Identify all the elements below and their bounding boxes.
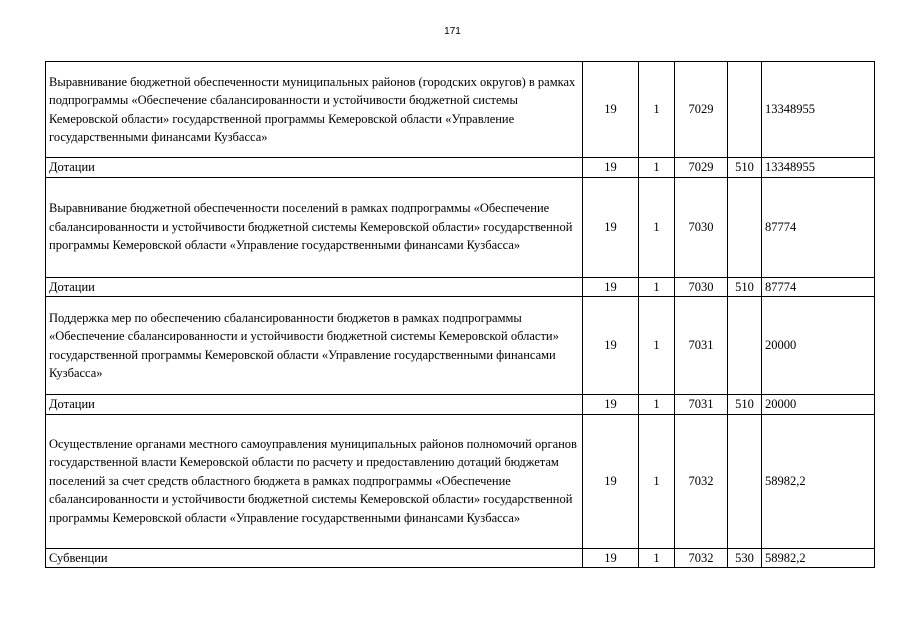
- cell-chapter: 19: [583, 158, 639, 178]
- row-description: Поддержка мер по обеспечению сбалансированности бюджетов в рамках подпрограммы «Обеспечение сбалансированности и устойчивости бюджетной системы Кемеровской области» государственной программы Кемеровской области «Управление государственными финансами Кузбасса»: [46, 297, 583, 395]
- cell-target-code: 7030: [675, 277, 728, 297]
- table-row: [46, 414, 875, 548]
- table-row: [46, 395, 875, 415]
- cell-expense-type: 530: [728, 548, 762, 568]
- cell-expense-type: [728, 62, 762, 158]
- row-description: Дотации: [46, 158, 583, 178]
- cell-target-code: 7032: [675, 548, 728, 568]
- cell-subprogram: 1: [639, 177, 675, 277]
- cell-amount: 20000: [762, 297, 875, 395]
- cell-amount: 58982,2: [762, 414, 875, 548]
- budget-table: [45, 61, 875, 568]
- row-description: Выравнивание бюджетной обеспеченности муниципальных районов (городских округов) в рамках подпрограммы «Обеспечение сбалансированности и устойчивости бюджетной системы Кемеровской области» государственной программы Кемеровской области «Управление государственными финансами Кузбасса»: [46, 62, 583, 158]
- cell-amount: 87774: [762, 277, 875, 297]
- row-description: Дотации: [46, 395, 583, 415]
- cell-subprogram: 1: [639, 414, 675, 548]
- row-description: Выравнивание бюджетной обеспеченности поселений в рамках подпрограммы «Обеспечение сбалансированности и устойчивости бюджетной системы Кемеровской области» государственной программы Кемеровской области «Управление государственными финансами Кузбасса»: [46, 177, 583, 277]
- cell-subprogram: 1: [639, 297, 675, 395]
- cell-chapter: 19: [583, 548, 639, 568]
- page-number: 171: [444, 26, 461, 37]
- cell-amount: 87774: [762, 177, 875, 277]
- cell-chapter: 19: [583, 395, 639, 415]
- cell-amount: 58982,2: [762, 548, 875, 568]
- cell-amount: 13348955: [762, 62, 875, 158]
- cell-target-code: 7030: [675, 177, 728, 277]
- table-row: [46, 62, 875, 158]
- table-row: [46, 297, 875, 395]
- cell-chapter: 19: [583, 62, 639, 158]
- cell-target-code: 7032: [675, 414, 728, 548]
- cell-target-code: 7031: [675, 297, 728, 395]
- row-description: Дотации: [46, 277, 583, 297]
- cell-expense-type: 510: [728, 158, 762, 178]
- cell-subprogram: 1: [639, 548, 675, 568]
- cell-chapter: 19: [583, 297, 639, 395]
- cell-target-code: 7029: [675, 62, 728, 158]
- row-description: Осуществление органами местного самоуправления муниципальных районов полномочий органов государственной власти Кемеровской области по расчету и предоставлению дотаций бюджетам поселений за счет средств областного бюджета в рамках подпрограммы «Обеспечение сбалансированности и устойчивости бюджетной системы Кемеровской области» государственной программы Кемеровской области «Управление государственными финансами Кузбасса»: [46, 414, 583, 548]
- table-row: [46, 277, 875, 297]
- cell-chapter: 19: [583, 277, 639, 297]
- table-row: [46, 548, 875, 568]
- cell-subprogram: 1: [639, 158, 675, 178]
- cell-subprogram: 1: [639, 62, 675, 158]
- cell-expense-type: [728, 177, 762, 277]
- cell-chapter: 19: [583, 177, 639, 277]
- cell-expense-type: 510: [728, 395, 762, 415]
- table-row: [46, 158, 875, 178]
- row-description: Субвенции: [46, 548, 583, 568]
- cell-expense-type: [728, 297, 762, 395]
- cell-subprogram: 1: [639, 395, 675, 415]
- cell-amount: 13348955: [762, 158, 875, 178]
- cell-chapter: 19: [583, 414, 639, 548]
- cell-expense-type: 510: [728, 277, 762, 297]
- cell-amount: 20000: [762, 395, 875, 415]
- cell-target-code: 7029: [675, 158, 728, 178]
- cell-expense-type: [728, 414, 762, 548]
- cell-target-code: 7031: [675, 395, 728, 415]
- cell-subprogram: 1: [639, 277, 675, 297]
- table-row: [46, 177, 875, 277]
